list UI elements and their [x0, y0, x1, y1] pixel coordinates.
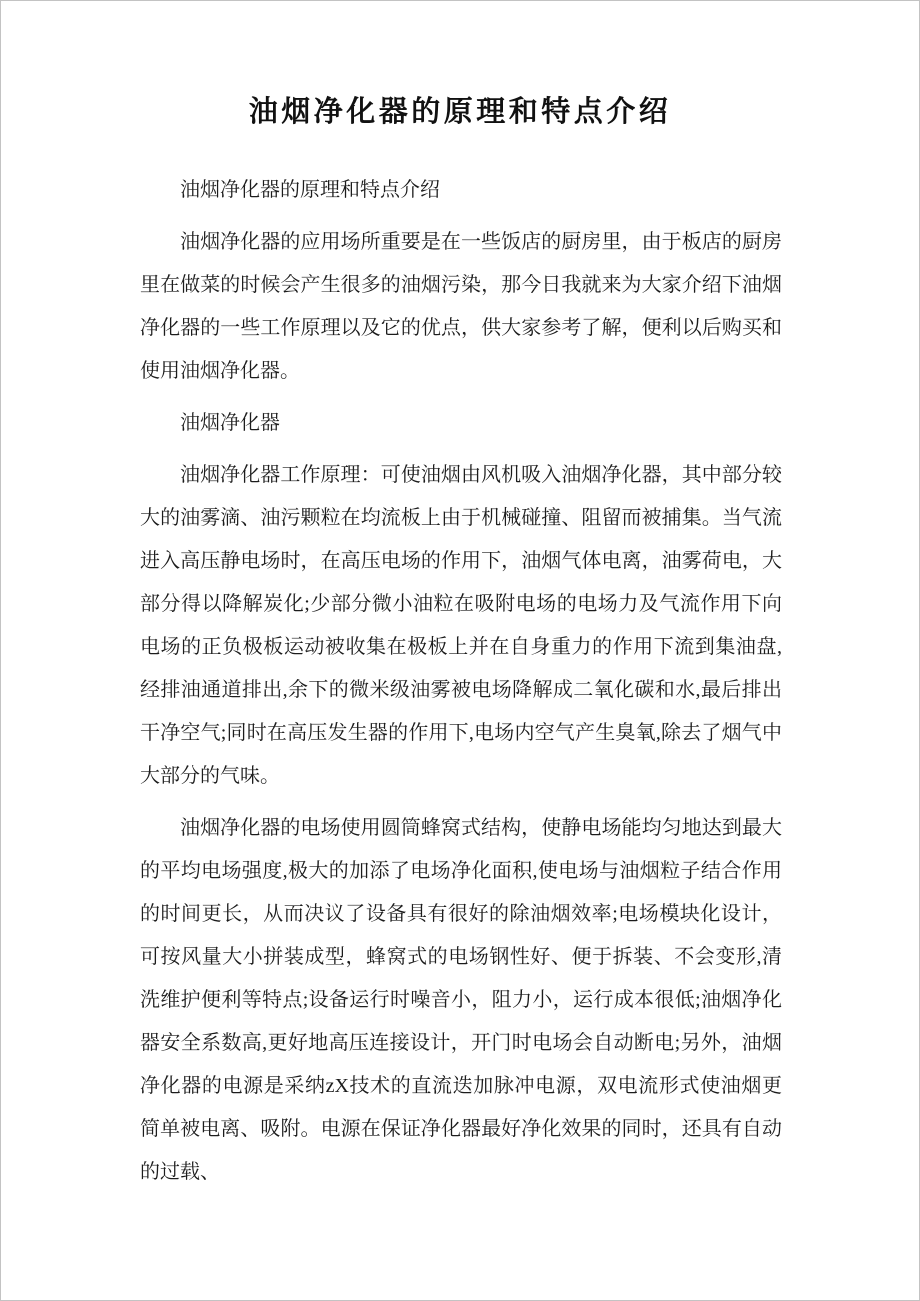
document-body — [140, 169, 782, 1194]
paragraph-subtitle: 油烟净化器的原理和特点介绍 — [180, 179, 440, 201]
paragraph-features: 油烟净化器的电场使用圆筒蜂窝式结构，使静电场能均匀地达到最大的平均电场强度,极大的加添了电场净化面积,使电场与油烟粒子结合作用的时间更长，从而决议了设备具有很好的除油烟效率;电场模块化设计，可按风量大小拼装成型，蜂窝式的电场钢性好、便于拆装、不会变形,清洗维护便利等特点;设备运行时噪音小，阻力小，运行成本很低;油烟净化器安全系数高,更好地高压连接设计，开门时电场会自动断电;另外，油烟净化器的电源是采纳zX技术的直流迭加脉冲电源，双电流形式使油烟更简单被电离、吸附。电源在保证净化器最好净化效果的同时，还具有自动的过载、 — [140, 817, 782, 1183]
paragraph-intro: 油烟净化器的应用场所重要是在一些饭店的厨房里，由于板店的厨房里在做菜的时候会产生很多的油烟污染，那今日我就来为大家介绍下油烟净化器的一些工作原理以及它的优点，供大家参考了解，便利以后购买和使用油烟净化器。 — [140, 231, 782, 382]
document-title: 油烟净化器的原理和特点介绍 — [248, 96, 672, 128]
paragraph-caption: 油烟净化器 — [180, 412, 280, 434]
paragraph-working-principle: 油烟净化器工作原理：可使油烟由风机吸入油烟净化器，其中部分较大的油雾滴、油污颗粒在均流板上由于机械碰撞、阻留而被捕集。当气流进入高压静电场时，在高压电场的作用下，油烟气体电离，油雾荷电，大部分得以降解炭化;少部分微小油粒在吸附电场的电场力及气流作用下向电场的正负极板运动被收集在极板上并在自身重力的作用下流到集油盘,经排油通道排出,余下的微米级油雾被电场降解成二氧化碳和水,最后排出干净空气;同时在高压发生器的作用下,电场内空气产生臭氧,除去了烟气中大部分的气味。 — [140, 464, 782, 787]
